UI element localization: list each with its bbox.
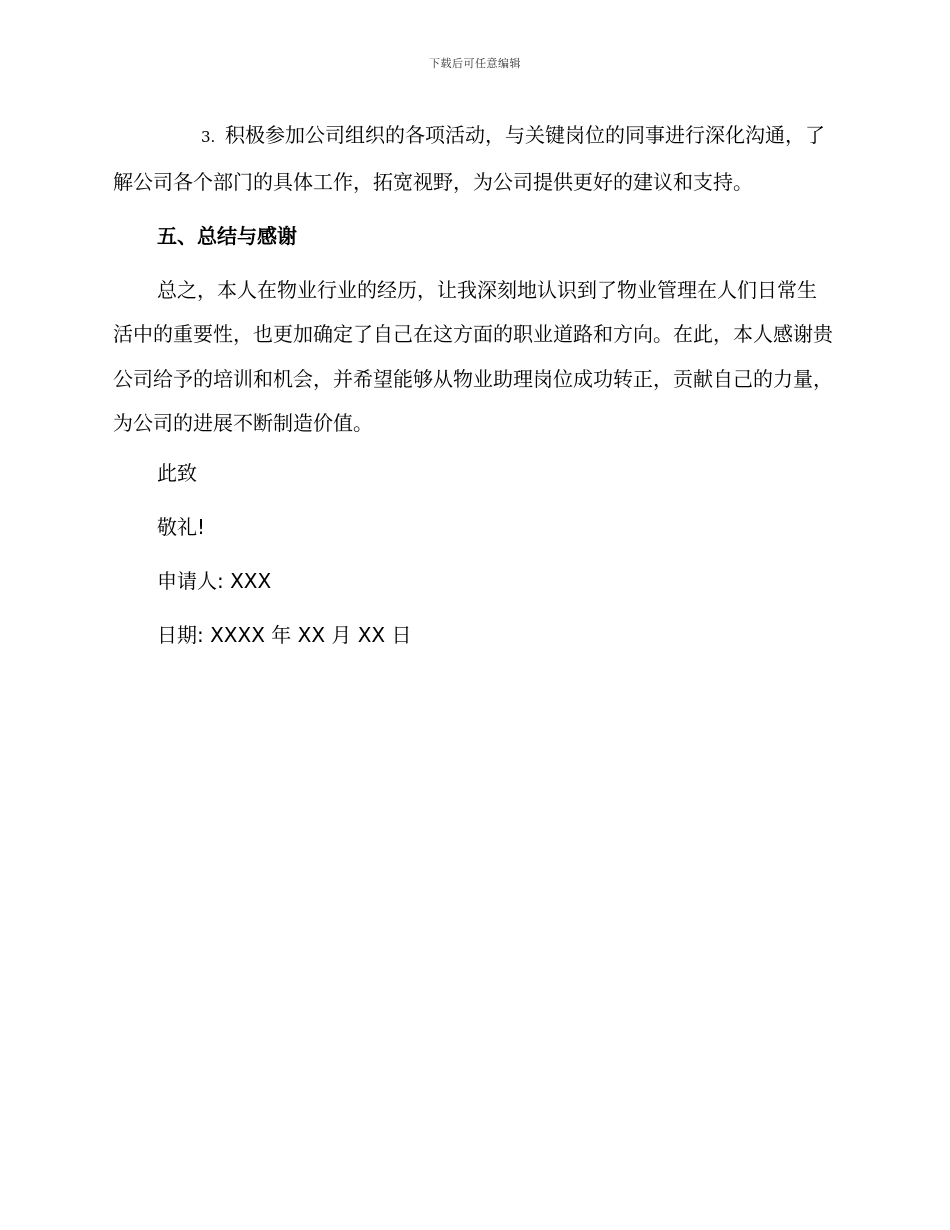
list-item-number: 3. xyxy=(201,128,216,146)
summary-paragraph: 总之，本人在物业行业的经历，让我深刻地认识到了物业管理在人们日常生活中的重要性，也更加确定了自己在这方面的职业道路和方向。在此，本人感谢贵公司给予的培训和机会，并希望能够从物业助理岗位成功转正，贡献自己的力量，为公司的进展不断制造价值。 xyxy=(113,277,833,435)
document-body xyxy=(113,113,833,662)
list-item-3 xyxy=(113,113,833,204)
date-line: 日期: XXXX 年 XX 月 XX 日 xyxy=(157,622,412,647)
section-heading: 五、总结与感谢 xyxy=(157,224,297,248)
list-item-text: 积极参加公司组织的各项活动，与关键岗位的同事进行深化沟通，了解公司各个部门的具体工作，拓宽视野，为公司提供更好的建议和支持。 xyxy=(113,123,825,194)
regards: 敬礼! xyxy=(157,514,206,539)
applicant-line: 申请人: XXX xyxy=(157,568,272,593)
header-note: 下载后可任意编辑 xyxy=(429,57,521,70)
salutation: 此致 xyxy=(157,460,197,485)
